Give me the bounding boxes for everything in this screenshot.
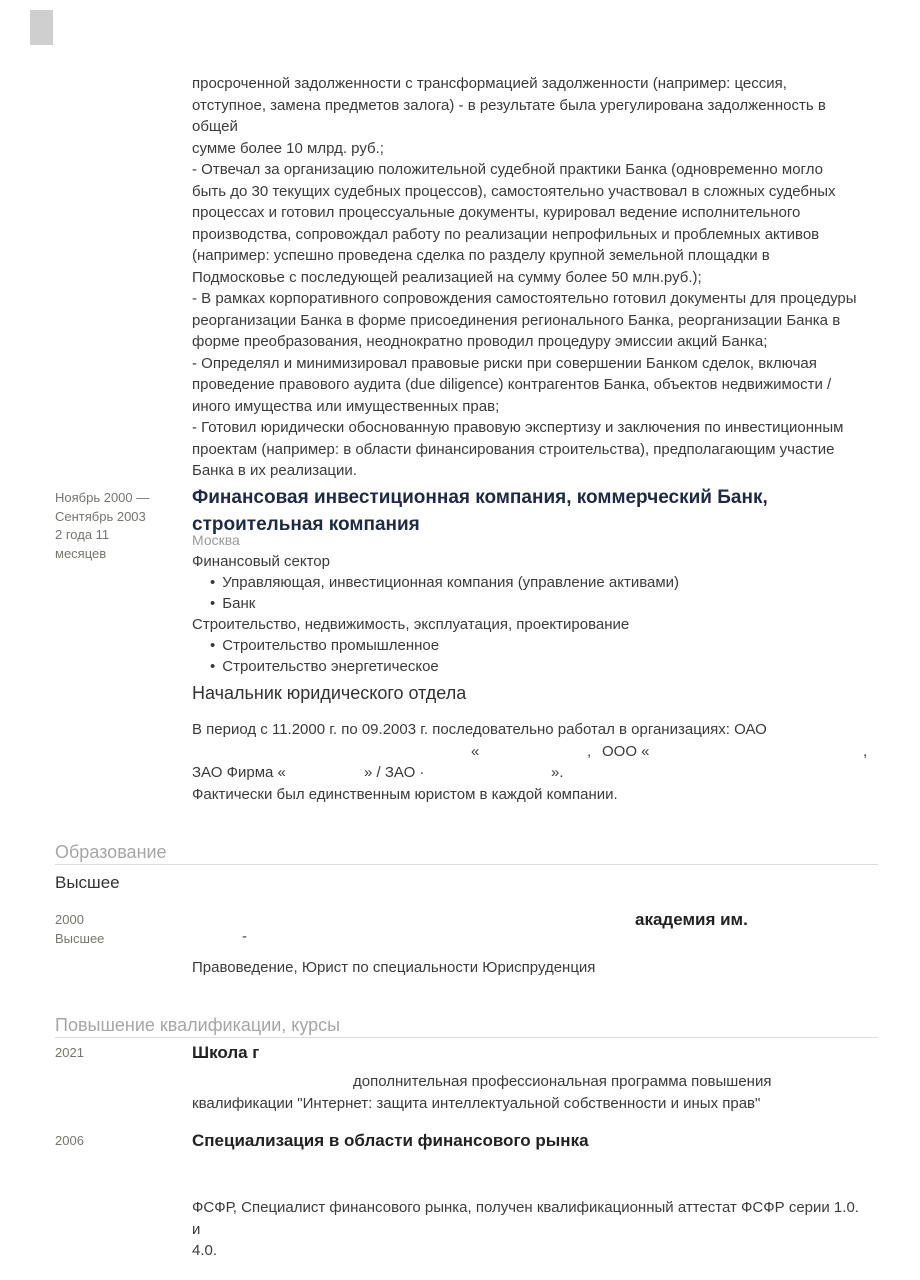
org-fragment: » / ЗАО ·	[364, 764, 425, 781]
experience-description-continued: просроченной задолженности с трансформацией задолженности (например: цессия, отступное, замена предметов залога) - в результате была урегулирована задолженность в общей сумме более 10 млрд. руб.; - Отвечал за организацию положительной судебной практики Банка (одновременно могло быть до 30 текущих судебных процессов), самостоятельно участвовал в сложных судебных процессах и готовил процессуальные документы, курировал ведение исполнительного производства, сопровождал работу по реализации непрофильных и проблемных активов (например: успешно проведена сделка по разделу крупной земельной площадки в Подмосковье с последующей реализацией на сумму более 50 млн.руб.); - В рамках корпоративного сопровождения самостоятельно готовил документы для процедуры реорганизации Банка в форме присоединения регионального Банка, реорганизации Банка в форме преобразования, неоднократно проводил процедуру эмиссии акций Банка; - Определял и минимизировал правовые риски при совершении Банком сделок, включая проведение правового аудита (due diligence) контрагентов Банка, объектов недвижимости / иного имущества или имущественных прав; - Готовил юридически обоснованную правовую экспертизу и заключения по инвестиционным проектам (например: в области финансирования строительства), предполагающим участие Банка в их реализации.	[192, 75, 857, 479]
org-fragment: ЗАО Фирма «	[192, 764, 286, 781]
industry-group: Строительство, недвижимость, эксплуатация, проектирование	[192, 616, 630, 633]
education-specialty: Правоведение, Юрист по специальности Юриспруденция	[192, 959, 596, 976]
org-fragment: ООО «	[602, 742, 650, 760]
education-entry-side	[55, 911, 183, 948]
institution-name-partial: академия им.	[635, 910, 748, 929]
section-title-courses: Повышение квалификации, курсы	[55, 1015, 341, 1035]
org-history-line-redacted	[192, 762, 870, 784]
company-industries	[192, 551, 870, 677]
course-year: 2006	[55, 1133, 84, 1148]
org-fragment: ,	[587, 742, 592, 760]
education-degree: Высшее	[55, 930, 105, 946]
org-fragment: ,	[863, 742, 868, 760]
experience-date-range: Ноябрь 2000 — Сентябрь 2003	[55, 490, 150, 524]
industry-item: • Строительство промышленное	[192, 635, 870, 656]
industry-group: Финансовый сектор	[192, 553, 330, 570]
company-location: Москва	[192, 532, 240, 548]
industry-item: • Банк	[192, 593, 870, 614]
org-history-line: Фактически был единственным юристом в каждой компании.	[192, 785, 618, 803]
industry-item: • Управляющая, инвестиционная компания (управление активами)	[192, 572, 870, 593]
course-description-line: дополнительная профессиональная программа повышения	[353, 1073, 772, 1090]
course-year: 2021	[55, 1045, 84, 1060]
org-fragment: «	[471, 742, 480, 760]
organizations-history	[192, 719, 870, 805]
section-divider	[55, 1037, 878, 1038]
org-fragment: ».	[551, 764, 564, 781]
experience-dates	[55, 489, 183, 563]
industry-item: • Строительство энергетическое	[192, 656, 870, 677]
course-title-partial: Школа г	[192, 1043, 260, 1062]
position-title: Начальник юридического отдела	[192, 683, 467, 703]
section-title-education: Образование	[55, 842, 167, 862]
education-year: 2000	[55, 912, 84, 927]
redacted-institution-dash: -	[242, 928, 247, 945]
education-level: Высшее	[55, 873, 120, 892]
course-description: ФСФР, Специалист финансового рынка, получен квалификационный аттестат ФСФР серии 1.0. и 4.0.	[192, 1199, 859, 1259]
course-title: Специализация в области финансового рынка	[192, 1131, 589, 1150]
redacted-image-placeholder	[30, 10, 53, 45]
company-title: Финансовая инвестиционная компания, коммерческий Банк, строительная компания	[192, 487, 768, 535]
org-history-line: В период с 11.2000 г. по 09.2003 г. последовательно работал в организациях: ОАО	[192, 721, 767, 738]
experience-duration: 2 года 11 месяцев	[55, 527, 110, 561]
course-description-line: квалификации "Интернет: защита интеллектуальной собственности и иных прав"	[192, 1095, 761, 1112]
org-history-line-redacted	[192, 741, 870, 763]
section-divider	[55, 864, 878, 865]
